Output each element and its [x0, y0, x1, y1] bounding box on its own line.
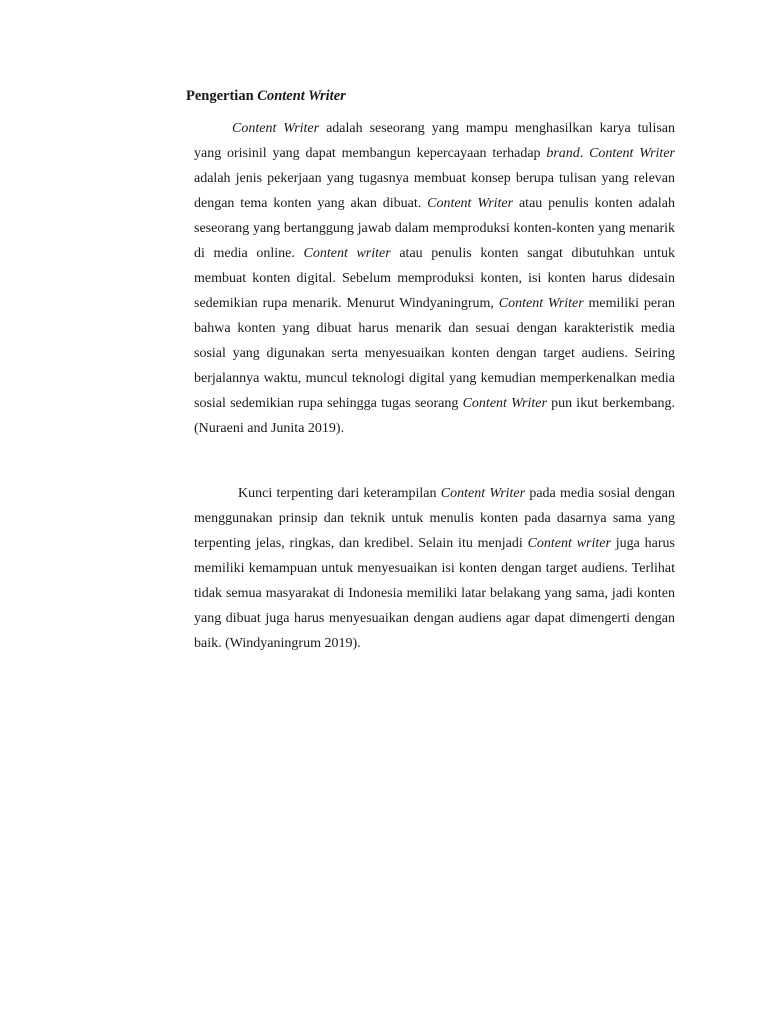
section-heading: [186, 86, 346, 106]
text-run: atau penulis konten sangat dibutuhkan untuk membuat konten digital. Sebelum memproduksi konten, isi konten harus didesain sedemikian rupa menarik. Menurut Windyaningrum,: [194, 246, 676, 311]
italic-term: Content Writer: [232, 121, 320, 136]
text-run: memiliki peran bahwa konten yang dibuat harus menarik dan sesuai dengan karakteristik media sosial yang digunakan serta menyesuaikan konten dengan target audiens. Seiring berjalannya waktu, muncul teknologi digital yang kemudian memperkenalkan media sosial sedemikian rupa sehingga tugas seorang: [194, 296, 675, 411]
paragraph-2-content: [194, 486, 675, 651]
paragraph-1: [194, 116, 675, 441]
text-run: Kunci terpenting dari keterampilan: [238, 486, 441, 501]
italic-term: Content Writer: [462, 396, 547, 411]
text-run: pada media sosial dengan menggunakan prinsip dan teknik untuk menulis konten pada dasarnya sama yang terpenting jelas, ringkas, dan kredibel. Selain itu menjadi: [194, 486, 675, 551]
italic-term: Content writer: [303, 246, 391, 261]
text-run: atau penulis konten adalah seseorang yang bertanggung jawab dalam memproduksi konten-konten yang menarik di media online.: [194, 196, 675, 261]
paragraph-1-content: [194, 121, 675, 436]
italic-term: Content writer: [527, 536, 611, 551]
italic-term: Content Writer: [589, 146, 675, 161]
text-run: .: [579, 146, 590, 161]
text-run: adalah seseorang yang mampu menghasilkan karya tulisan yang orisinil yang dapat membangun kepercayaan terhadap: [194, 121, 675, 161]
italic-term: Content Writer: [498, 296, 584, 311]
text-run: adalah jenis pekerjaan yang tugasnya membuat konsep berupa tulisan yang relevan dengan tema konten yang akan dibuat.: [194, 171, 675, 211]
italic-term: Content Writer: [440, 486, 526, 501]
heading-prefix: Pengertian: [186, 88, 258, 104]
text-run: pun ikut berkembang. (Nuraeni and Junita 2019).: [194, 396, 675, 436]
paragraph-2: [194, 481, 675, 656]
text-run: juga harus memiliki kemampuan untuk menyesuaikan isi konten dengan target audiens. Terlihat tidak semua masyarakat di Indonesia memiliki latar belakang yang sama, jadi konten yang dibuat juga harus menyesuaikan dengan audiens agar dapat dimengerti dengan baik. (Windyaningrum 2019).: [194, 536, 675, 651]
italic-term: Content Writer: [427, 196, 514, 211]
italic-term: brand: [546, 146, 580, 161]
heading-emphasis: Content Writer: [257, 88, 346, 104]
